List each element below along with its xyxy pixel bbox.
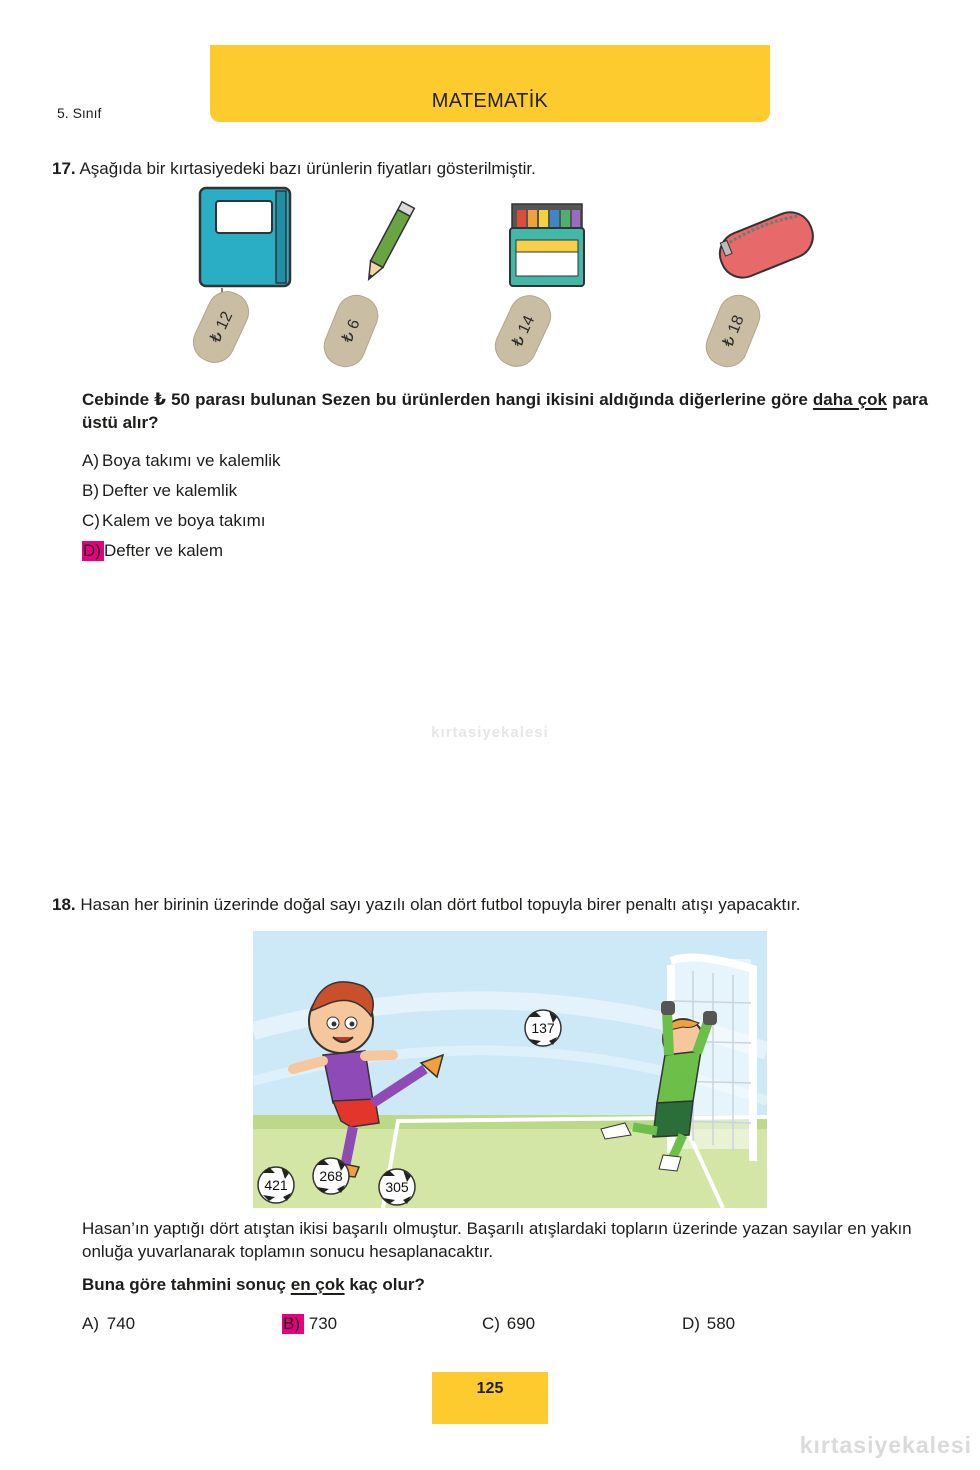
q17-option-c[interactable]: C) Kalem ve boya takımı [82, 511, 266, 530]
q18-intro [52, 893, 800, 916]
football-scene-illustration [253, 931, 767, 1208]
price-tag-pencil: ₺ 6 [318, 289, 385, 373]
svg-text:421: 421 [264, 1177, 288, 1193]
price-tag-notebook: ₺ 12 [186, 285, 255, 370]
price-tag-pencil-case: ₺ 18 [700, 289, 767, 373]
q18-option-d[interactable]: D) 580 [682, 1314, 736, 1333]
q17-intro [52, 157, 536, 180]
pencil-case-icon [712, 196, 820, 292]
corner-watermark: kırtasiyekalesi [799, 1432, 972, 1458]
subject-title: MATEMATİK [431, 90, 549, 112]
q17-option-b[interactable]: B) Defter ve kalemlik [82, 481, 238, 500]
answer-highlight: B) [282, 1314, 304, 1334]
grade-label: 5. Sınıf [57, 105, 102, 121]
crayon-box-icon [506, 198, 588, 290]
q18-option-a[interactable]: A) 740 [82, 1314, 136, 1333]
ball-137 [525, 1010, 561, 1046]
ball-421 [258, 1167, 294, 1203]
q17-intro-text: Aşağıda bir kırtasiyedeki bazı ürünlerin fiyatları gösterilmiştir. [79, 159, 536, 178]
q17-question: Cebinde ₺ 50 parası bulunan Sezen bu ürünlerden hangi ikisini aldığında diğerlerine göre daha çok para üstü alır? [82, 390, 928, 432]
q17-option-a[interactable]: A) Boya takımı ve kalemlik [82, 451, 281, 470]
q18-intro-text: Hasan her birinin üzerinde doğal sayı yazılı olan dört futbol topuyla birer penaltı atışı yapacaktır. [80, 895, 801, 914]
q18-option-b[interactable]: B) 730 [283, 1314, 338, 1333]
q17-emphasis: daha çok [812, 390, 887, 409]
page-number: 125 [432, 1372, 548, 1424]
ball-305 [379, 1169, 415, 1205]
svg-text:137: 137 [531, 1020, 555, 1036]
q18-option-c[interactable]: C) 690 [482, 1314, 536, 1333]
q18-emphasis: en çok [290, 1275, 345, 1294]
q18-question: Buna göre tahmini sonuç en çok kaç olur? [82, 1275, 425, 1294]
svg-text:305: 305 [385, 1179, 409, 1195]
notebook-icon [196, 185, 294, 290]
pencil-icon [360, 198, 416, 288]
q17-option-d[interactable]: D) Defter ve kalem [83, 541, 224, 560]
q18-paragraph: Hasan’ın yaptığı dört atıştan ikisi başarılı olmuştur. Başarılı atışlardaki topların üzerinde yazan sayılar en yakın onluğa yuvarlanarak toplamın sonucu hesaplanacaktır. [82, 1219, 912, 1261]
price-tag-crayons: ₺ 14 [488, 289, 557, 374]
answer-highlight: D) [82, 541, 104, 561]
watermark: kırtasiyekalesi [431, 724, 549, 741]
q17-number: 17. [52, 159, 76, 178]
ball-268 [313, 1158, 349, 1194]
svg-text:268: 268 [319, 1168, 343, 1184]
q18-number: 18. [52, 895, 76, 914]
